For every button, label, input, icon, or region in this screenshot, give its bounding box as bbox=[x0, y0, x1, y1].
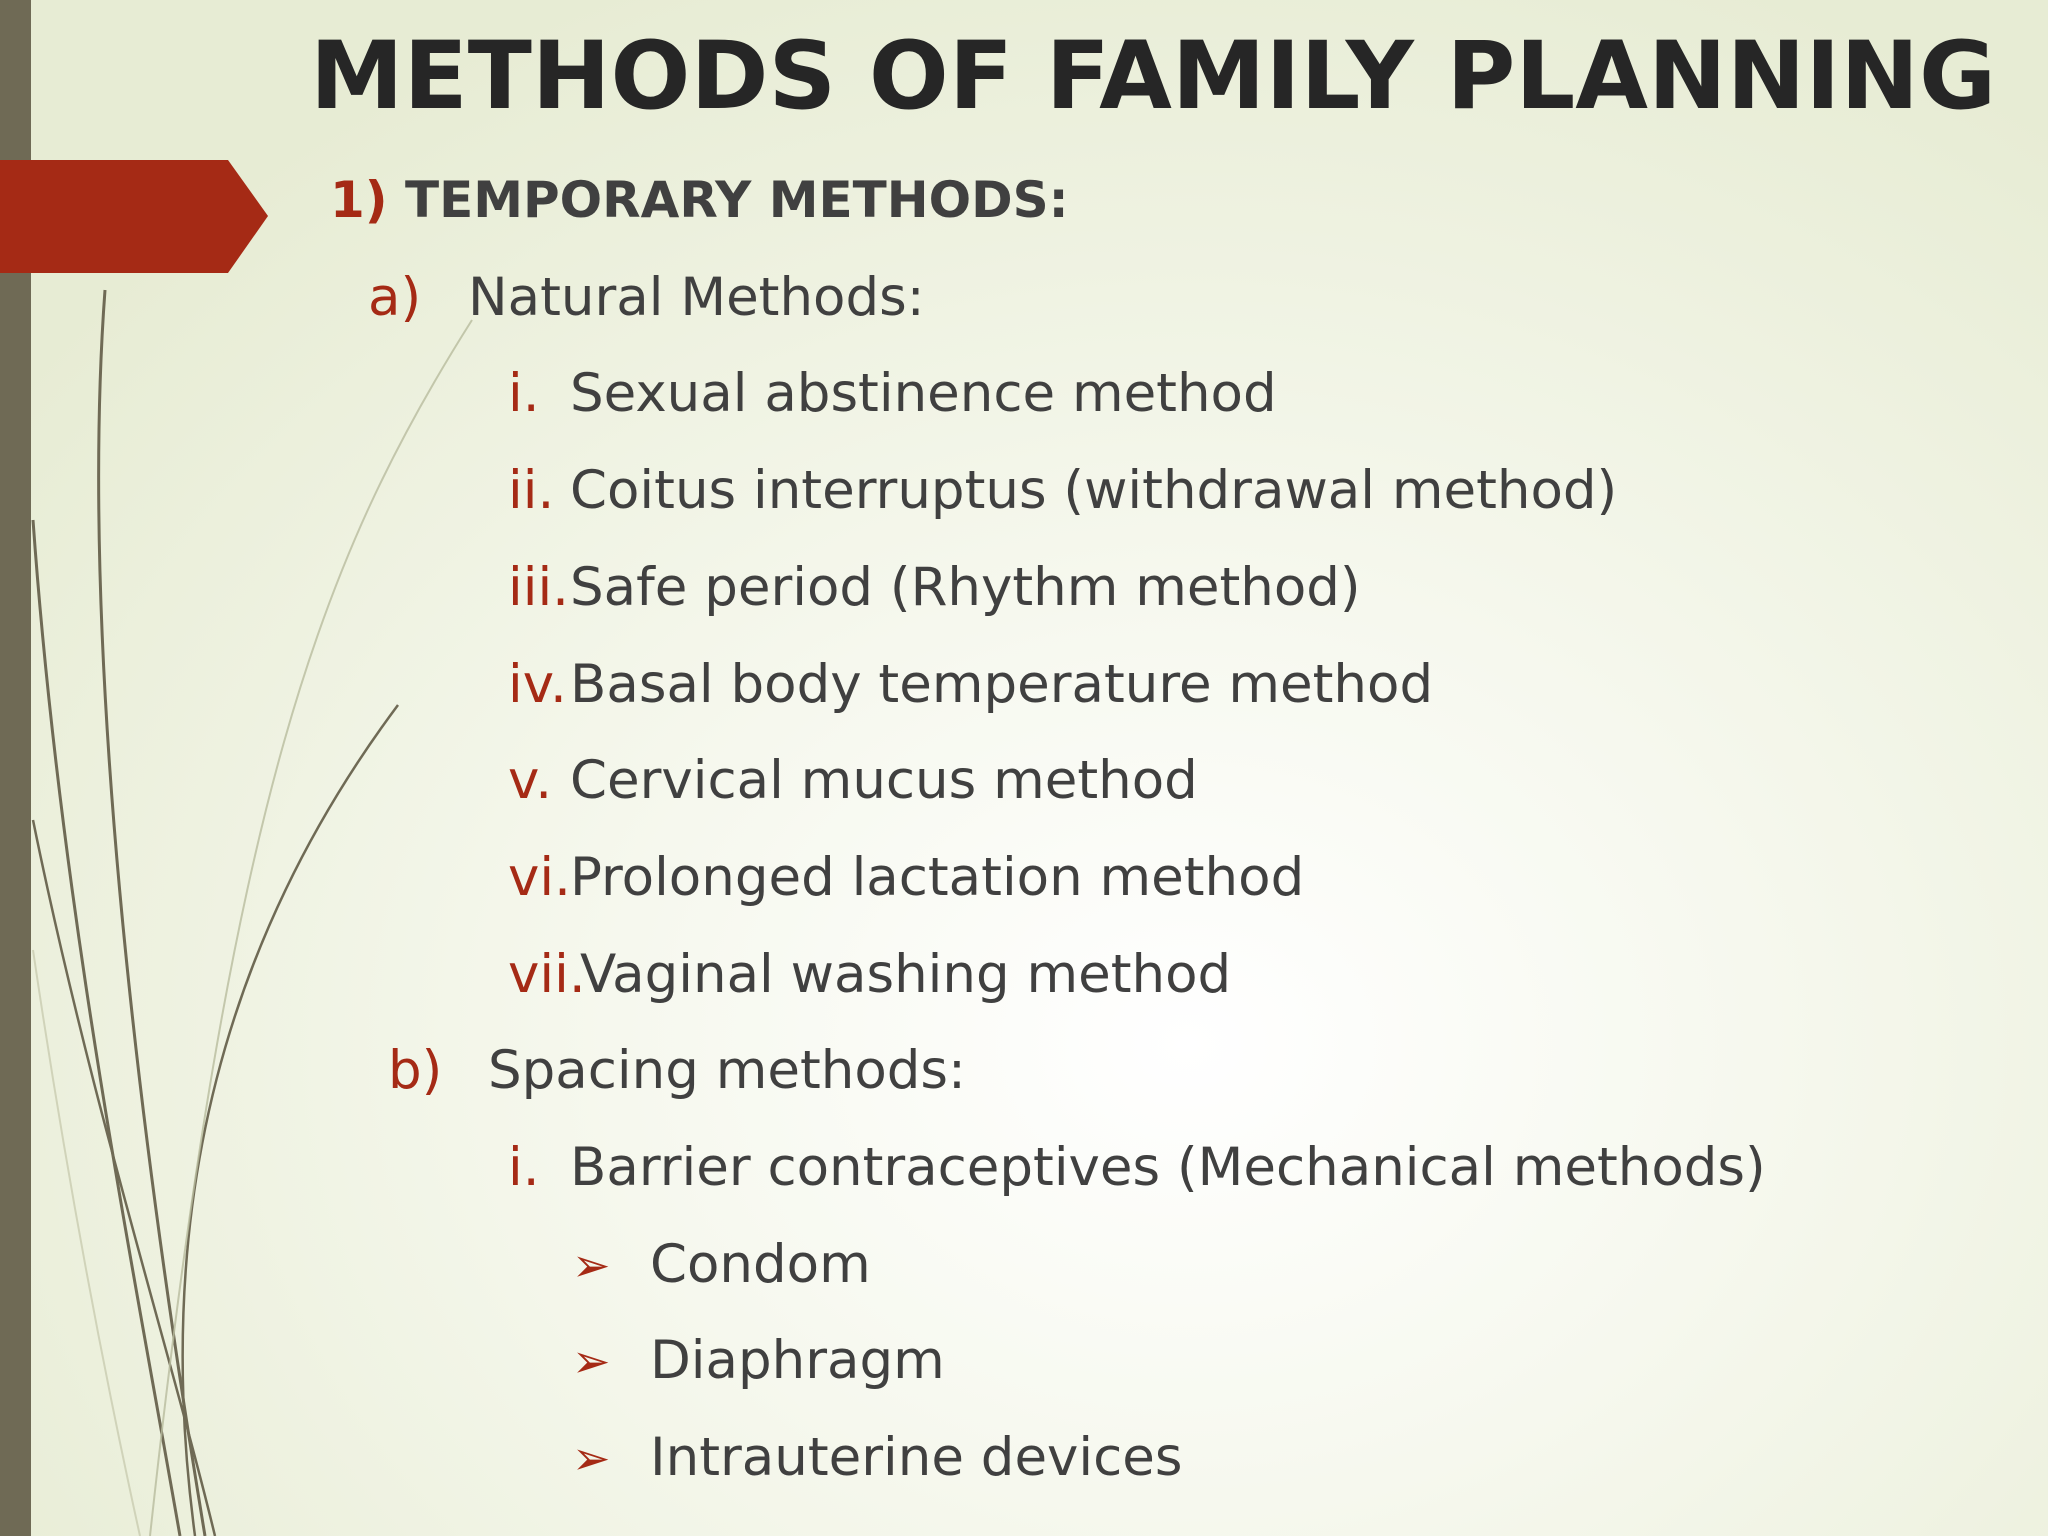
list-item-label: Safe period (Rhythm method) bbox=[570, 557, 1361, 618]
list-item-numeral: i. bbox=[508, 363, 540, 424]
list-item-label: Coitus interruptus (withdrawal method) bbox=[570, 460, 1618, 521]
list-item-numeral: v. bbox=[508, 750, 553, 811]
section-number: 1) bbox=[330, 171, 388, 229]
page-title: METHODS OF FAMILY PLANNING bbox=[310, 22, 1997, 131]
list-item-numeral: iii. bbox=[508, 557, 570, 618]
list-item-label: Sexual abstinence method bbox=[570, 363, 1277, 424]
list-item-numeral: iv. bbox=[508, 654, 567, 715]
subheading-marker: a) bbox=[368, 267, 422, 328]
subheading-marker: b) bbox=[388, 1040, 443, 1101]
list-item-label: Basal body temperature method bbox=[570, 654, 1434, 715]
arrow-bullet-icon: ➢ bbox=[572, 1238, 611, 1292]
list-item-label: Vaginal washing method bbox=[580, 944, 1232, 1005]
subheading-label: Spacing methods: bbox=[488, 1040, 966, 1101]
bullet-item-label: Intrauterine devices bbox=[650, 1427, 1183, 1488]
bullet-item-label: Condom bbox=[650, 1234, 871, 1295]
list-item-label: Cervical mucus method bbox=[570, 750, 1198, 811]
list-item-label: Prolonged lactation method bbox=[570, 847, 1305, 908]
arrow-bullet-icon: ➢ bbox=[572, 1431, 611, 1485]
list-item-label: Barrier contraceptives (Mechanical methods) bbox=[570, 1137, 1766, 1198]
list-item-numeral: ii. bbox=[508, 460, 555, 521]
list-item-numeral: i. bbox=[508, 1137, 540, 1198]
list-item-numeral: vii. bbox=[508, 944, 586, 1005]
title-arrow-tab bbox=[0, 160, 268, 273]
bullet-item-label: Diaphragm bbox=[650, 1330, 945, 1391]
arrow-bullet-icon: ➢ bbox=[572, 1334, 611, 1388]
section-label: TEMPORARY METHODS: bbox=[405, 171, 1069, 229]
list-item-numeral: vi. bbox=[508, 847, 571, 908]
subheading-label: Natural Methods: bbox=[468, 267, 925, 328]
